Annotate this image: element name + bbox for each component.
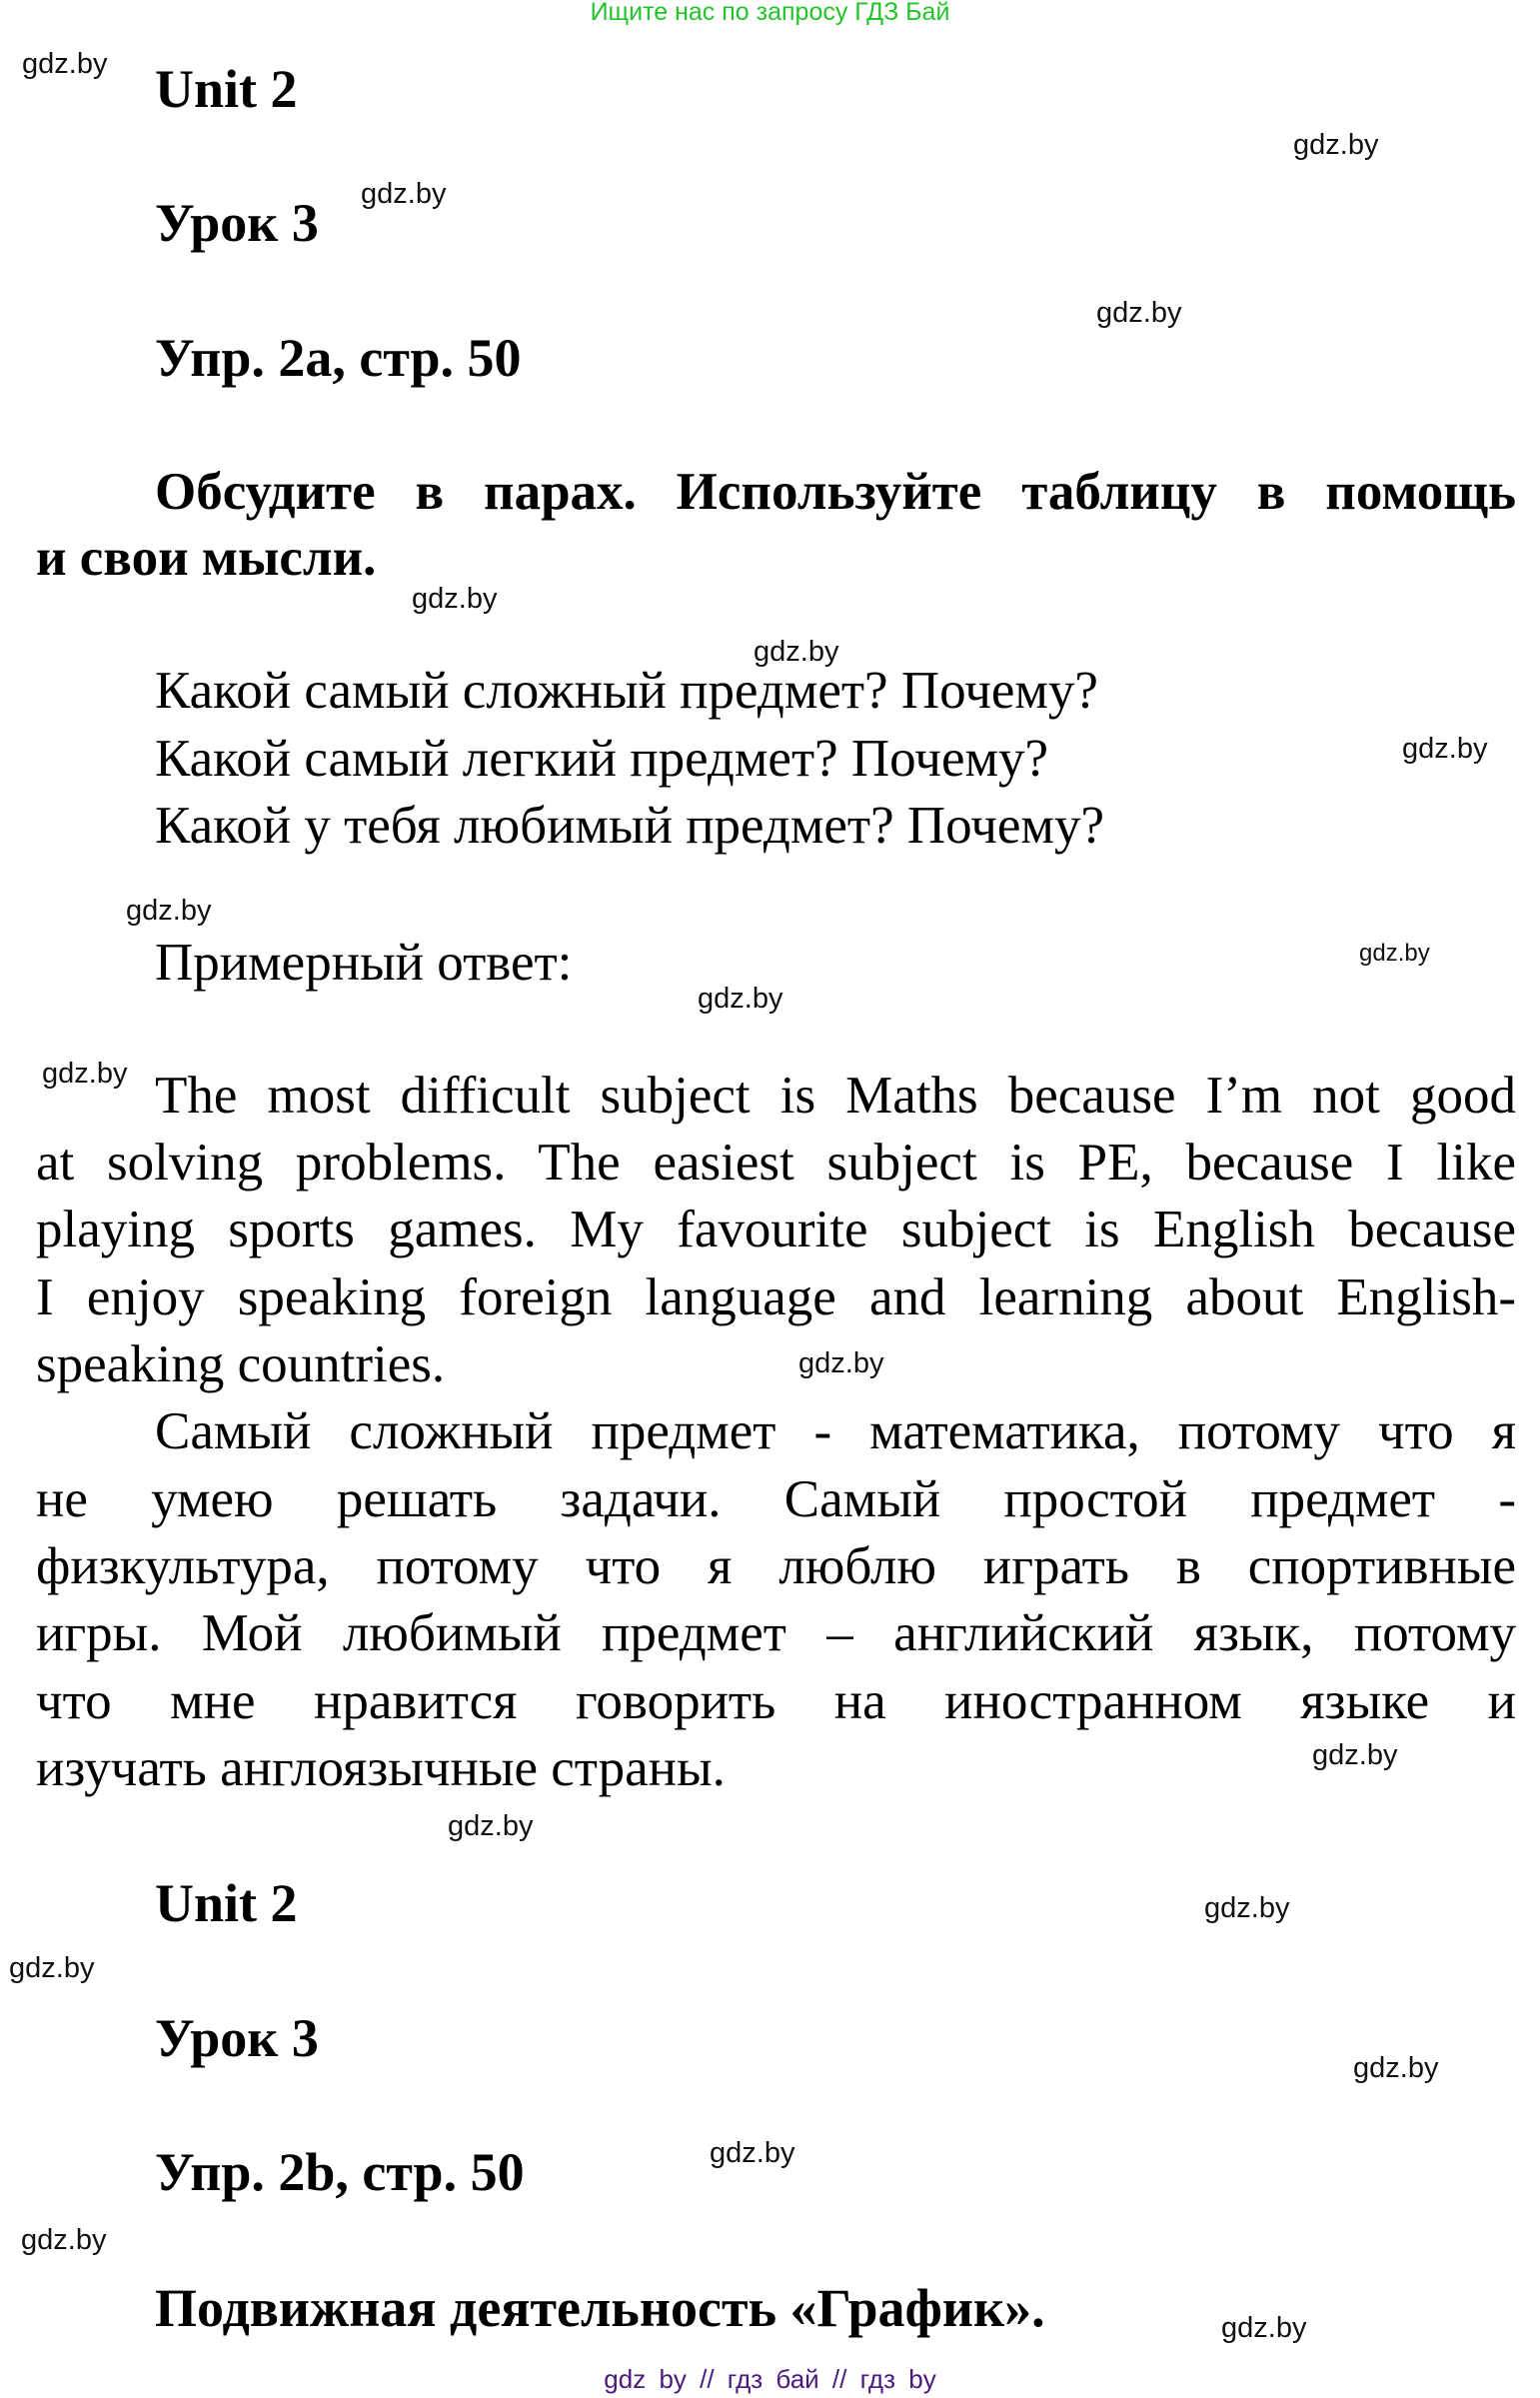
watermark: gdz.by: [126, 895, 212, 927]
instruction-line-2: и свои мысли.: [36, 529, 377, 587]
watermark: gdz.by: [1096, 297, 1182, 329]
russian-line-5: что мне нравится говорить на иностранном языке и: [36, 1672, 1516, 1730]
watermark: gdz.by: [1312, 1739, 1398, 1771]
watermark: gdz.by: [412, 583, 498, 615]
watermark: gdz.by: [1359, 940, 1430, 967]
watermark: gdz.by: [710, 2137, 795, 2169]
watermark: gdz.by: [698, 983, 783, 1015]
watermark: gdz.by: [21, 2224, 107, 2256]
exercise-heading: Упр. 2а, стр. 50: [155, 328, 522, 388]
russian-line-3: физкультура, потому что я люблю играть в спортивные: [36, 1537, 1516, 1595]
question-1: Какой самый сложный предмет? Почему?: [155, 662, 1098, 720]
lesson-heading: Урок 3: [155, 193, 319, 253]
watermark: gdz.by: [361, 178, 447, 210]
watermark: gdz.by: [448, 1810, 534, 1842]
english-line-2: at solving problems. The easiest subject is PE, because I like: [36, 1134, 1516, 1192]
russian-line-4: игры. Мой любимый предмет – английский язык, потому: [36, 1604, 1516, 1662]
unit-heading-2: Unit 2: [155, 1873, 298, 1933]
english-line-5: speaking countries.: [36, 1335, 446, 1393]
answer-label: Примерный ответ:: [155, 934, 573, 992]
english-line-4: I enjoy speaking foreign language and learning about English-: [36, 1268, 1516, 1326]
question-2: Какой самый легкий предмет? Почему?: [155, 730, 1049, 788]
exercise-heading-2: Упр. 2b, стр. 50: [155, 2142, 525, 2202]
search-banner[interactable]: Ищите нас по запросу ГДЗ Бай: [590, 0, 950, 26]
watermark: gdz.by: [1293, 129, 1379, 161]
watermark: gdz.by: [754, 636, 839, 668]
unit-heading: Unit 2: [155, 59, 298, 119]
english-line-3: playing sports games. My favourite subject is English because: [36, 1200, 1516, 1258]
watermark: gdz.by: [22, 48, 108, 80]
watermark: gdz.by: [1353, 2052, 1439, 2084]
watermark: gdz.by: [1204, 1892, 1290, 1924]
watermark: gdz.by: [42, 1058, 128, 1090]
watermark: gdz.by: [798, 1347, 884, 1379]
footer-links[interactable]: gdz by // гдз бай // гдз by: [604, 2364, 936, 2394]
question-3: Какой у тебя любимый предмет? Почему?: [155, 797, 1104, 855]
lesson-heading-2: Урок 3: [155, 2008, 319, 2068]
watermark: gdz.by: [9, 1952, 95, 1984]
watermark: gdz.by: [1221, 2312, 1307, 2344]
russian-line-1: Самый сложный предмет - математика, потому что я: [155, 1402, 1516, 1460]
english-line-1: The most difficult subject is Maths because I’m not good: [155, 1067, 1516, 1125]
activity-title: Подвижная деятельность «График».: [155, 2278, 1045, 2338]
instruction-line-1: Обсудите в парах. Используйте таблицу в помощь: [155, 463, 1516, 521]
russian-line-6: изучать англоязычные страны.: [36, 1739, 726, 1797]
watermark: gdz.by: [1402, 733, 1488, 765]
russian-line-2: не умею решать задачи. Самый простой предмет -: [36, 1470, 1516, 1528]
